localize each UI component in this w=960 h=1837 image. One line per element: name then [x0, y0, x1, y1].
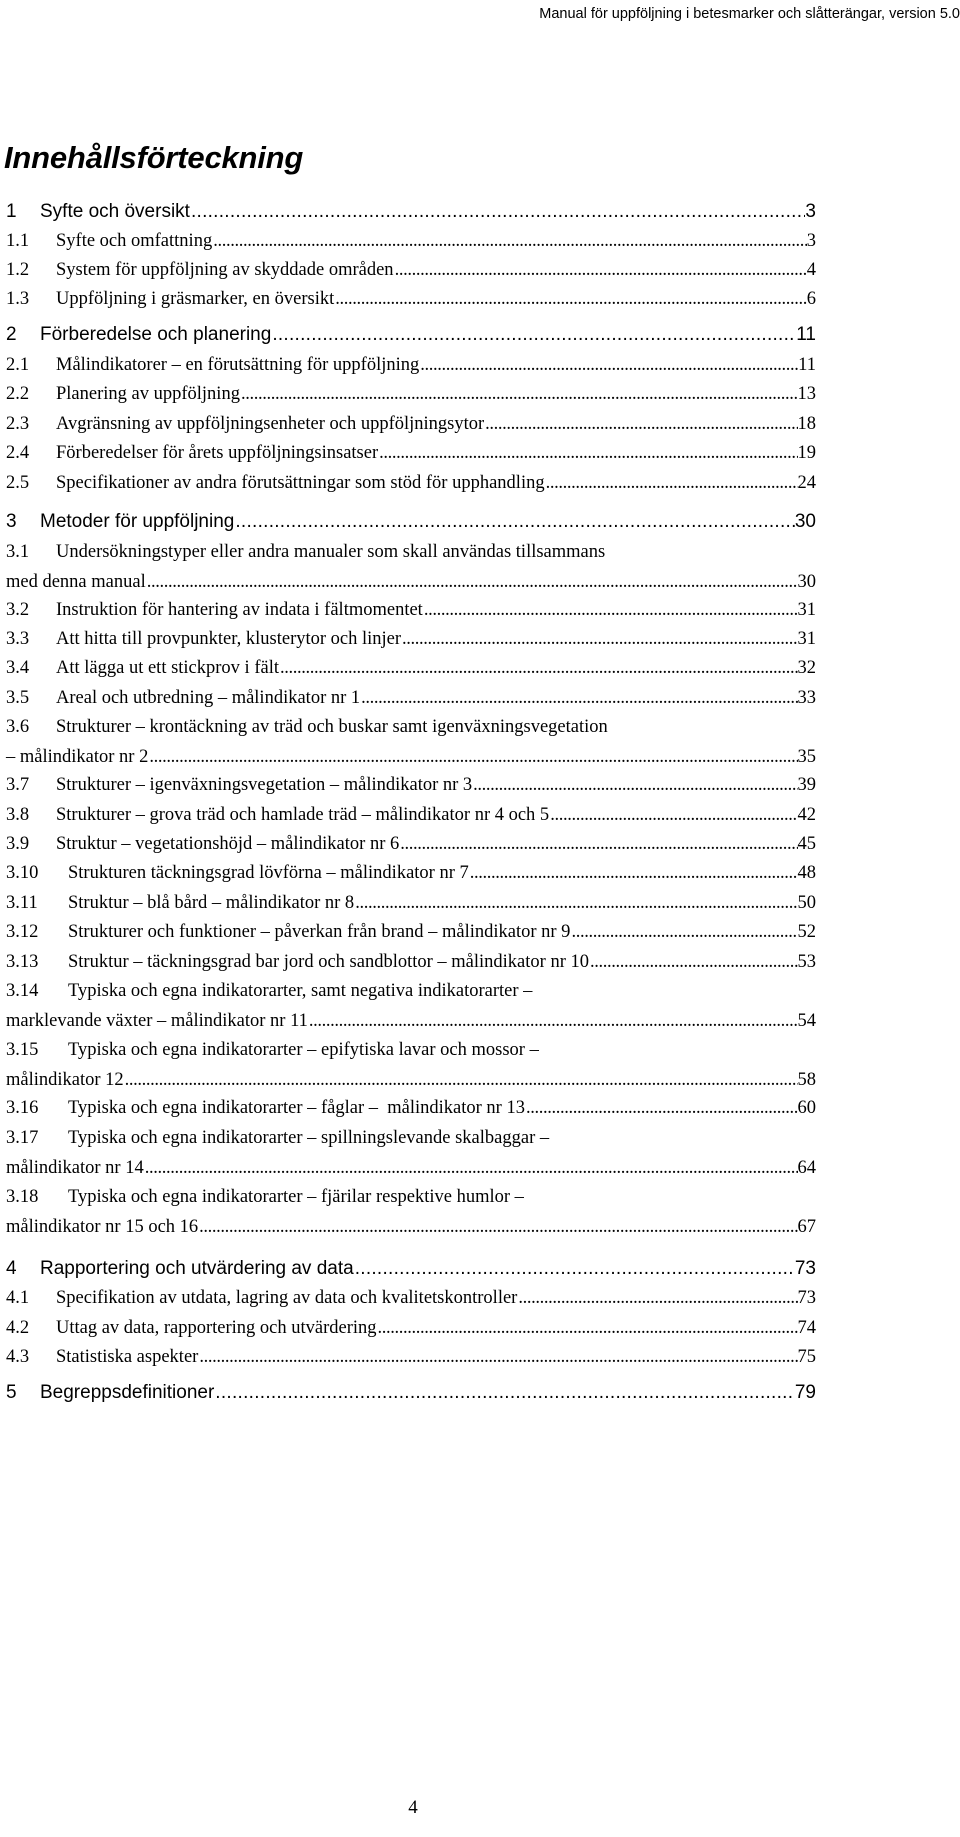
entry-number: 3.13 [6, 952, 39, 972]
entry-title: Struktur – blå bård – målindikator nr 8 [68, 893, 355, 913]
entry-number: 4.1 [6, 1288, 30, 1308]
entry-page: 4 [806, 260, 816, 280]
toc-entry-1-3[interactable] [6, 284, 816, 314]
toc-entry-3-16[interactable] [6, 1093, 816, 1123]
entry-page: 52 [797, 922, 816, 942]
entry-number: 3.3 [6, 629, 30, 649]
dot-leader [378, 438, 797, 468]
toc-entry-4-2[interactable] [6, 1313, 816, 1343]
entry-title: Uttag av data, rapportering och utvärdering [56, 1318, 377, 1338]
dot-leader [589, 947, 798, 977]
entry-page: 3 [806, 231, 816, 251]
entry-title-continued: målindikator 12 [6, 1070, 124, 1090]
entry-number: 3.2 [6, 600, 30, 620]
dot-leader [545, 468, 798, 498]
entry-page: 50 [797, 893, 816, 913]
dot-leader [570, 917, 797, 947]
entry-title: Specifikationer av andra förutsättningar som stöd för upphandling [56, 473, 545, 493]
entry-title-continued: med denna manual [6, 572, 146, 592]
toc-entry-2-4[interactable] [6, 438, 816, 468]
entry-page: 33 [797, 688, 816, 708]
toc-entry-5[interactable] [6, 1378, 816, 1408]
entry-number: 2.4 [6, 443, 30, 463]
entry-page: 75 [797, 1347, 816, 1367]
entry-page: 24 [797, 473, 816, 493]
dot-leader [525, 1093, 798, 1123]
dot-leader [212, 226, 807, 256]
entry-title: Strukturer – igenväxningsvegetation – målindikator nr 3 [56, 775, 473, 795]
dot-leader [279, 653, 798, 683]
entry-page: 30 [794, 511, 816, 532]
entry-number: 2.2 [6, 384, 30, 404]
entry-number: 3.5 [6, 688, 30, 708]
entry-title-continued: målindikator nr 15 och 16 [6, 1217, 199, 1237]
dot-leader [148, 742, 797, 772]
entry-page: 73 [797, 1288, 816, 1308]
dot-leader [146, 567, 798, 597]
entry-page: 11 [796, 324, 816, 345]
entry-number: 1.2 [6, 260, 30, 280]
entry-page: 31 [797, 600, 816, 620]
dot-leader [198, 1212, 797, 1242]
toc-entry-3-5[interactable] [6, 683, 816, 713]
entry-title: Begreppsdefinitioner [40, 1382, 215, 1403]
entry-number: 2.5 [6, 473, 30, 493]
toc-entry-2-5[interactable] [6, 468, 816, 498]
entry-title: Areal och utbredning – målindikator nr 1 [56, 688, 361, 708]
toc-entry-1[interactable] [6, 197, 816, 227]
entry-title: Strukturer – krontäckning av träd och buskar samt igenväxningsvegetation [56, 717, 608, 737]
entry-number: 4 [6, 1258, 17, 1279]
entry-number: 3.15 [6, 1040, 39, 1060]
entry-title: Typiska och egna indikatorarter – spillningslevande skalbaggar – [68, 1128, 550, 1148]
toc-entry-3-3[interactable] [6, 624, 816, 654]
entry-number: 3.1 [6, 542, 30, 562]
entry-number: 1 [6, 201, 17, 222]
entry-title: Typiska och egna indikatorarter – fjärilar respektive humlor – [68, 1187, 524, 1207]
toc-entry-3-14[interactable] [6, 976, 816, 1036]
dot-leader [484, 409, 797, 439]
entry-title: Specifikation av utdata, lagring av data och kvalitetskontroller [56, 1288, 518, 1308]
toc-entry-3-12[interactable] [6, 917, 816, 947]
toc-entry-3-11[interactable] [6, 888, 816, 918]
dot-leader [354, 1254, 795, 1284]
entry-page: 6 [806, 289, 816, 309]
toc-entry-3-4[interactable] [6, 653, 816, 683]
entry-page: 18 [797, 414, 816, 434]
entry-page: 31 [797, 629, 816, 649]
entry-number: 3.9 [6, 834, 30, 854]
entry-number: 3.17 [6, 1128, 39, 1148]
entry-number: 3.10 [6, 863, 39, 883]
entry-title: Strukturer och funktioner – påverkan från brand – målindikator nr 9 [68, 922, 571, 942]
entry-title: System för uppföljning av skyddade områden [56, 260, 394, 280]
dot-leader [360, 683, 797, 713]
entry-page: 19 [797, 443, 816, 463]
entry-title: Struktur – täckningsgrad bar jord och sandblottor – målindikator nr 10 [68, 952, 589, 972]
entry-number: 2.1 [6, 355, 30, 375]
entry-number: 3.6 [6, 717, 30, 737]
toc-entry-3-9[interactable] [6, 829, 816, 859]
toc-entry-3[interactable] [6, 507, 816, 537]
entry-number: 3.12 [6, 922, 39, 942]
dot-leader [419, 350, 798, 380]
dot-leader [377, 1313, 798, 1343]
entry-title: Förberedelser för årets uppföljningsinsatser [56, 443, 379, 463]
dot-leader [399, 829, 797, 859]
entry-page: 48 [797, 863, 816, 883]
table-of-contents [6, 0, 816, 1837]
entry-number: 3.16 [6, 1098, 39, 1118]
dot-leader [234, 507, 795, 537]
entry-number: 3.18 [6, 1187, 39, 1207]
toc-entry-4-3[interactable] [6, 1342, 816, 1372]
entry-title: Typiska och egna indikatorarter – epifytiska lavar och mossor – [68, 1040, 539, 1060]
entry-number: 5 [6, 1382, 17, 1403]
entry-number: 4.3 [6, 1347, 30, 1367]
dot-leader [308, 1006, 798, 1036]
entry-title: Typiska och egna indikatorarter – fåglar – målindikator nr 13 [68, 1098, 525, 1118]
toc-entry-3-7[interactable] [6, 770, 816, 800]
dot-leader [144, 1153, 798, 1183]
entry-page: 3 [805, 201, 816, 222]
dot-leader [549, 800, 797, 830]
toc-entry-2-2[interactable] [6, 379, 816, 409]
entry-title: Målindikatorer – en förutsättning för uppföljning [56, 355, 420, 375]
entry-page: 79 [794, 1382, 816, 1403]
dot-leader [124, 1065, 798, 1095]
entry-number: 1.1 [6, 231, 30, 251]
entry-title-continued: målindikator nr 14 [6, 1158, 144, 1178]
entry-title: Statistiska aspekter [56, 1347, 199, 1367]
entry-title: Planering av uppföljning [56, 384, 240, 404]
toc-entry-2-3[interactable] [6, 409, 816, 439]
entry-number: 3.7 [6, 775, 30, 795]
entry-title: Undersökningstyper eller andra manualer som skall användas tillsammans [56, 542, 606, 562]
entry-number: 2 [6, 324, 17, 345]
toc-entry-4-1[interactable] [6, 1283, 816, 1313]
toc-title: Innehållsförteckning [4, 140, 304, 175]
dot-leader [334, 284, 807, 314]
entry-title: Instruktion för hantering av indata i fältmomentet [56, 600, 423, 620]
entry-number: 3.14 [6, 981, 39, 1001]
entry-page: 60 [797, 1098, 816, 1118]
entry-page: 45 [797, 834, 816, 854]
entry-title: Förberedelse och planering [40, 324, 272, 345]
entry-title: Typiska och egna indikatorarter, samt negativa indikatorarter – [68, 981, 533, 1001]
entry-page: 35 [797, 747, 816, 767]
dot-leader [214, 1378, 795, 1408]
entry-page: 67 [797, 1217, 816, 1237]
dot-leader [271, 320, 796, 350]
entry-number: 3 [6, 511, 17, 532]
entry-number: 3.8 [6, 805, 30, 825]
entry-title: Uppföljning i gräsmarker, en översikt [56, 289, 335, 309]
entry-page: 42 [797, 805, 816, 825]
dot-leader [517, 1283, 797, 1313]
toc-entry-3-15[interactable] [6, 1035, 816, 1095]
entry-title: Syfte och omfattning [56, 231, 213, 251]
entry-title: Syfte och översikt [40, 201, 190, 222]
entry-number: 1.3 [6, 289, 30, 309]
entry-title-continued: – målindikator nr 2 [6, 747, 149, 767]
entry-number: 3.4 [6, 658, 30, 678]
entry-number: 3.11 [6, 893, 38, 913]
entry-title: Att lägga ut ett stickprov i fält [56, 658, 279, 678]
entry-title: Metoder för uppföljning [40, 511, 235, 532]
toc-entry-1-1[interactable] [6, 226, 816, 256]
entry-title: Att hitta till provpunkter, klusterytor och linjer [56, 629, 402, 649]
dot-leader [472, 770, 797, 800]
entry-title-continued: marklevande växter – målindikator nr 11 [6, 1011, 308, 1031]
entry-number: 2.3 [6, 414, 30, 434]
entry-number: 4.2 [6, 1318, 30, 1338]
toc-entry-1-2[interactable] [6, 255, 816, 285]
toc-entry-3-10[interactable] [6, 858, 816, 888]
entry-page: 39 [797, 775, 816, 795]
entry-page: 54 [797, 1011, 816, 1031]
toc-entry-3-6[interactable] [6, 712, 816, 772]
entry-title: Strukturer – grova träd och hamlade träd – målindikator nr 4 och 5 [56, 805, 550, 825]
toc-entry-3-17[interactable] [6, 1123, 816, 1183]
toc-entry-3-13[interactable] [6, 947, 816, 977]
running-header: Manual för uppföljning i betesmarker och slåtterängar, version 5.0 [539, 6, 960, 22]
dot-leader [240, 379, 798, 409]
entry-page: 58 [797, 1070, 816, 1090]
toc-entry-4[interactable] [6, 1254, 816, 1284]
entry-title: Rapportering och utvärdering av data [40, 1258, 354, 1279]
entry-title: Struktur – vegetationshöjd – målindikator nr 6 [56, 834, 400, 854]
dot-leader [423, 595, 798, 625]
toc-entry-2-1[interactable] [6, 350, 816, 380]
dot-leader [394, 255, 807, 285]
toc-entry-2[interactable] [6, 320, 816, 350]
entry-page: 30 [797, 572, 816, 592]
dot-leader [401, 624, 797, 654]
dot-leader [469, 858, 798, 888]
entry-page: 64 [797, 1158, 816, 1178]
toc-entry-3-8[interactable] [6, 800, 816, 830]
page-number: 4 [408, 1797, 418, 1818]
entry-page: 11 [798, 355, 816, 375]
toc-entry-3-1[interactable] [6, 537, 816, 597]
dot-leader [198, 1342, 797, 1372]
entry-page: 53 [797, 952, 816, 972]
entry-page: 73 [794, 1258, 816, 1279]
entry-title: Avgränsning av uppföljningsenheter och uppföljningsytor [56, 414, 485, 434]
dot-leader [354, 888, 797, 918]
toc-entry-3-2[interactable] [6, 595, 816, 625]
entry-page: 74 [797, 1318, 816, 1338]
toc-entry-3-18[interactable] [6, 1182, 816, 1242]
entry-page: 13 [797, 384, 816, 404]
entry-title: Strukturen täckningsgrad lövförna – målindikator nr 7 [68, 863, 469, 883]
dot-leader [190, 197, 805, 227]
entry-page: 32 [797, 658, 816, 678]
